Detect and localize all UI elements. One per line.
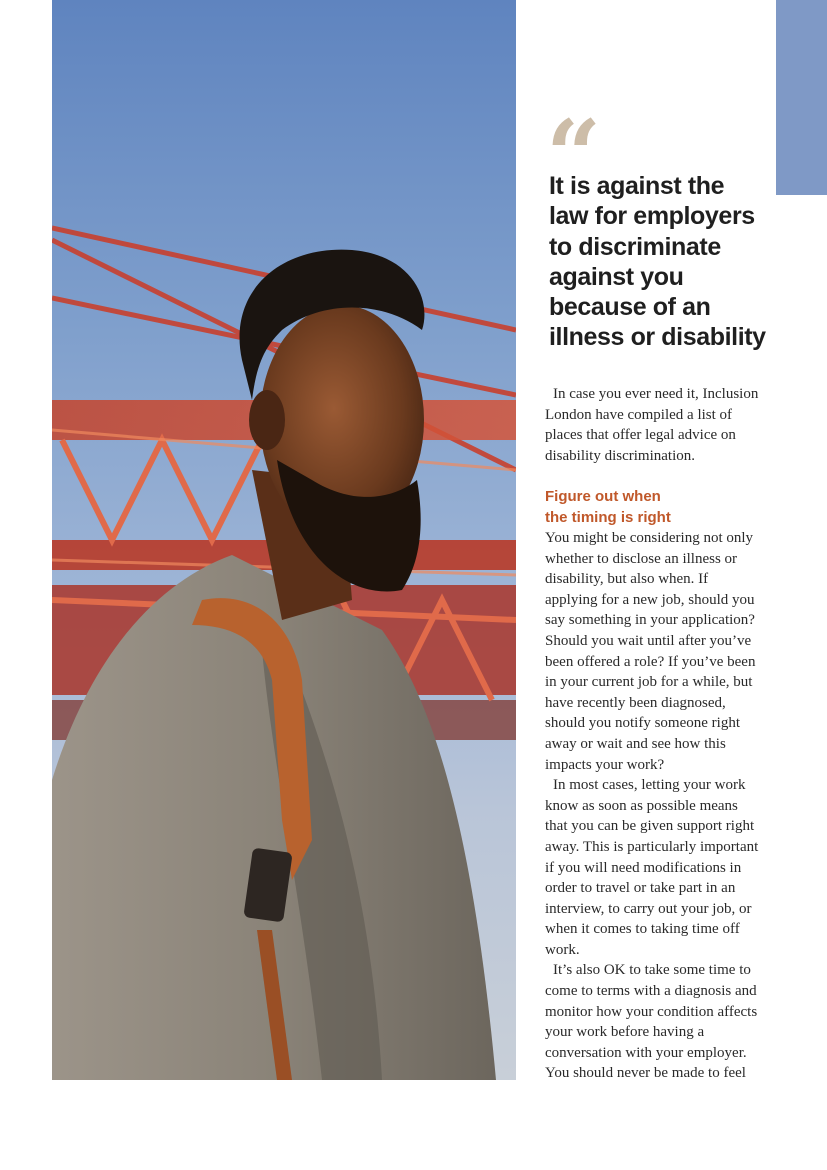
quote-mark-icon: “ <box>546 99 602 212</box>
body-paragraph: It’s also OK to take some time to come to terms with a diagnosis and monitor how your condition affects your work before having a conversation with your employer. You should never be made to feel <box>545 962 758 1082</box>
section-heading: Figure out when the timing is right <box>545 488 671 526</box>
hero-photo <box>52 0 516 1080</box>
intro-paragraph: In case you ever need it, Inclusion London have compiled a list of places that offer legal advice on disability discrimination. <box>545 386 759 464</box>
accent-color-block <box>776 0 827 195</box>
intro-paragraph-block <box>545 384 759 466</box>
pull-quote: It is against the law for employers to discriminate against you because of an illness or disability <box>549 172 766 352</box>
photo-illustration <box>52 0 516 1080</box>
body-paragraph: You might be considering not only whether to disclose an illness or disability, but also when. If applying for a new job, should you say something in your application? Should you wait until after you’ve been offered a role? If you’ve been in your current job for a while, but have recently been diagnosed, should you notify someone right away or wait and see how this impacts your work? <box>545 530 756 773</box>
timing-section <box>545 487 759 1084</box>
body-paragraph: In most cases, letting your work know as soon as possible means that you can be given support right away. This is particularly important if you will need modifications in order to travel or take part in an interview, to carry out your job, or when it comes to taking time off work. <box>545 777 759 958</box>
